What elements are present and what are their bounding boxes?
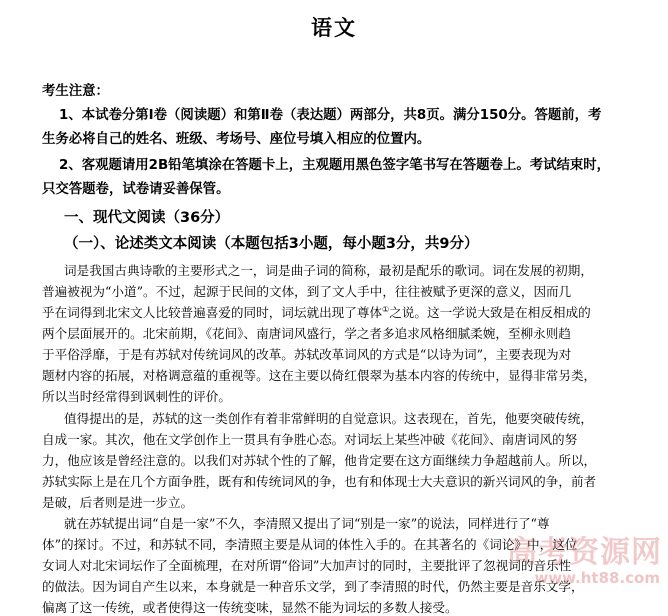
subsection-heading: （一）、论述类文本阅读（本题包括3小题，每小题3分，共9分） bbox=[64, 236, 479, 252]
passage-text: 乎在词得到北宋文人比较普遍喜爱的同时，词坛就出现了尊体 bbox=[42, 305, 383, 320]
notice-heading: 考生注意： bbox=[42, 84, 109, 99]
passage-line bbox=[42, 302, 591, 321]
passage-line: 力，他应该是曾经注意的。以我们对苏轼个性的了解，他肯定要在这方面继续力争超越前人。所以， bbox=[42, 453, 597, 468]
passage-line: 于平俗浮靡，于是有苏轼对传统词风的改革。苏轼改革词风的方式是“以诗为词”，主要表现为对 bbox=[42, 347, 572, 362]
notice-item-1-line-2: 生务必将自己的姓名、班级、考场号、座位号填入相应的位置内。 bbox=[42, 132, 431, 147]
notice-item-1-line-1: 1、本试卷分第Ⅰ卷（阅读题）和第Ⅱ卷（表达题）两部分，共8页。满分150分。答题前，考 bbox=[59, 108, 602, 123]
passage-line: 就在苏轼提出词“自是一家”不久，李清照又提出了词“别是一家”的说法，同样进行了“尊 bbox=[64, 516, 550, 531]
passage-line: 自成一家。其次，他在文学创作上一贯具有争胜心态。对词坛上某些冲破《花间》、南唐词风的努 bbox=[42, 432, 578, 447]
passage-line: 普遍被视为“小道”。不过，起源于民间的文体，到了文人手中，往往被赋予更深的意义，因而几 bbox=[42, 284, 572, 299]
passage-line: 女词人对北宋词坛作了全面梳理，在对所谓“俗词”大加声讨的同时，主要批评了忽视词的音乐性 bbox=[42, 558, 572, 573]
footnote-marker: ① bbox=[382, 304, 390, 314]
passage-line: 苏轼实际上是在几个方面争胜，既有和传统词风的争，也有和体现士大夫意识的新兴词风的争，前者 bbox=[42, 474, 597, 489]
passage-line: 题材内容的拓展，对格调意蕴的重视等。这在主要以倚红偎翠为基本内容的传统中，显得非常另类， bbox=[42, 368, 597, 383]
passage-line: 词是我国古典诗歌的主要形式之一，词是曲子词的简称，最初是配乐的歌词。词在发展的初期， bbox=[64, 263, 593, 278]
passage-line: 的做法。因为词自产生以来，本身就是一种音乐文学，到了李清照的时代，仍然主要是音乐文学， bbox=[42, 579, 584, 594]
passage-line: 是破，后者则是进一步立。 bbox=[42, 495, 194, 510]
notice-item-2-line-1: 2、客观题请用2B铅笔填涂在答题卡上，主观题用黑色签字笔书写在答题卷上。考试结束时， bbox=[59, 158, 611, 173]
passage-line: 偏离了这一传统，或者使得这一传统变味，显然不能为词坛的多数人接受。 bbox=[42, 600, 458, 615]
passage-text: 之说。这一学说大致是在相反相成的 bbox=[389, 305, 591, 320]
notice-item-2-line-2: 只交答题卷，试卷请妥善保管。 bbox=[42, 182, 230, 197]
passage-line: 体”的探讨。不过，和苏轼不同，李清照主要是从词的体性入手的。在其著名的《词论》中，这位 bbox=[42, 537, 578, 552]
passage-line: 值得提出的是，苏轼的这一类创作有着非常鲜明的自觉意识。这表现在，首先，他要突破传统， bbox=[64, 411, 593, 426]
watermark-logo: 高考资源网 bbox=[507, 535, 662, 570]
passage-line: 两个层面展开的。北宋前期，《花间》、南唐词风盛行，学之者多追求风格细腻柔婉，至柳永则趋 bbox=[42, 326, 571, 341]
section-heading: 一、现代文阅读（36分） bbox=[64, 210, 230, 226]
page-title: 语文 bbox=[311, 16, 357, 40]
watermark-url: www.ht88.com bbox=[534, 569, 660, 587]
passage-line: 所以当时经常得到讽刺性的评价。 bbox=[42, 389, 231, 404]
